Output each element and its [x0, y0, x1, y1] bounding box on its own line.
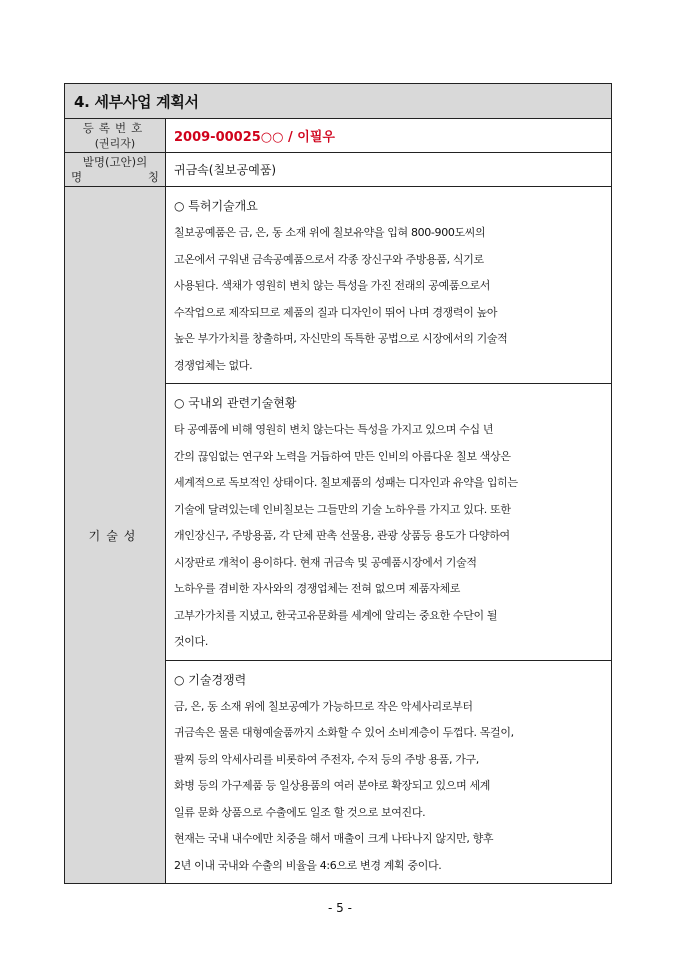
invention-name-label-char1: 명 [71, 169, 83, 184]
overview-line: 사용된다. 색채가 영원히 변치 않는 특성을 가진 전래의 공예품으로서 [174, 279, 491, 292]
competitiveness-line: 금, 은, 동 소재 위에 칠보공예가 가능하므로 작은 악세사리로부터 [174, 699, 473, 713]
related-tech-line: 노하우를 겸비한 자사와의 경쟁업체는 전혀 없으며 제품자체로 [174, 582, 461, 595]
related-tech-line: 타 공예품에 비해 영원히 변치 않는다는 특성을 가지고 있으며 수십 년 [174, 423, 494, 436]
invention-name-label-line2 [65, 170, 165, 185]
registration-value: 2009-00025○○ / 이필우 [166, 119, 612, 153]
competitiveness-line: 2년 이내 국내와 수출의 비율을 4:6으로 변경 계획 중이다. [174, 858, 442, 872]
overview-line: 수작업으로 제작되므로 제품의 질과 디자인이 뛰어 나며 경쟁력이 높아 [174, 305, 498, 319]
related-tech-line: 기술에 달려있는데 인비칠보는 그들만의 기술 노하우를 가지고 있다. 또한 [174, 502, 511, 516]
overview-line: 경쟁업체는 없다. [174, 358, 253, 372]
related-tech-line: 간의 끊임없는 연구와 노력을 거듭하여 만든 인비의 아름다운 칠보 색상은 [174, 449, 511, 463]
related-tech-line: 시장판로 개척이 용이하다. 현재 귀금속 및 공예품시장에서 기술적 [174, 555, 477, 569]
overview-section [166, 187, 612, 384]
overview-line: 칠보공예품은 금, 은, 동 소재 위에 칠보유약을 입혀 800-900도씨의 [174, 226, 486, 239]
related-tech-line: 개인장신구, 주방용품, 각 단체 판촉 선물용, 관광 상품등 용도가 다양하여 [174, 529, 510, 542]
section-title: 4. 세부사업 계획서 [65, 84, 612, 119]
page-number: - 5 - [328, 901, 352, 915]
registration-label [65, 119, 166, 153]
competitiveness-line: 귀금속은 물론 대형예술품까지 소화할 수 있어 소비계층이 두껍다. 목걸이, [174, 726, 514, 739]
overview-line: 높은 부가가치를 창출하며, 자신만의 독특한 공법으로 시장에서의 기술적 [174, 332, 508, 345]
competitiveness-line: 일류 문화 상품으로 수출에도 일조 할 것으로 보여진다. [174, 805, 426, 819]
overview-heading: ○ 특허기술개요 [174, 199, 258, 213]
competitiveness-line: 팔찌 등의 악세사리를 비롯하여 주전자, 수저 등의 주방 용품, 가구, [174, 752, 479, 766]
competitiveness-heading: ○ 기술경쟁력 [174, 672, 247, 687]
technology-label: 기술성 [65, 187, 166, 884]
invention-name-label-char2: 칭 [147, 169, 159, 184]
related-tech-heading: ○ 국내외 관련기술현황 [174, 396, 297, 410]
competitiveness-line: 현재는 국내 내수에만 치중을 해서 매출이 크게 나타나지 않지만, 향후 [174, 832, 494, 845]
overview-line: 고온에서 구워낸 금속공예품으로서 각종 장신구와 주방용품, 식기로 [174, 252, 484, 266]
registration-label-main: 등록번호 [82, 120, 148, 135]
related-tech-line: 것이다. [174, 635, 208, 648]
invention-name-label [65, 153, 166, 187]
competitiveness-line: 화병 등의 가구제품 등 일상용품의 여러 분야로 확장되고 있으며 세계 [174, 779, 491, 792]
related-tech-section [166, 384, 612, 661]
business-plan-table [64, 83, 612, 884]
related-tech-line: 고부가가치를 지녔고, 한국고유문화를 세계에 알리는 중요한 수단이 될 [174, 608, 498, 622]
invention-name-label-line1: 발명(고안)의 [82, 154, 148, 169]
invention-name-value: 귀금속(칠보공예품) [166, 153, 612, 187]
related-tech-line: 세계적으로 독보적인 상태이다. 칠보제품의 성패는 디자인과 유약을 입히는 [174, 476, 518, 489]
registration-label-sub: (권리자) [94, 136, 136, 150]
competitiveness-section [166, 660, 612, 884]
